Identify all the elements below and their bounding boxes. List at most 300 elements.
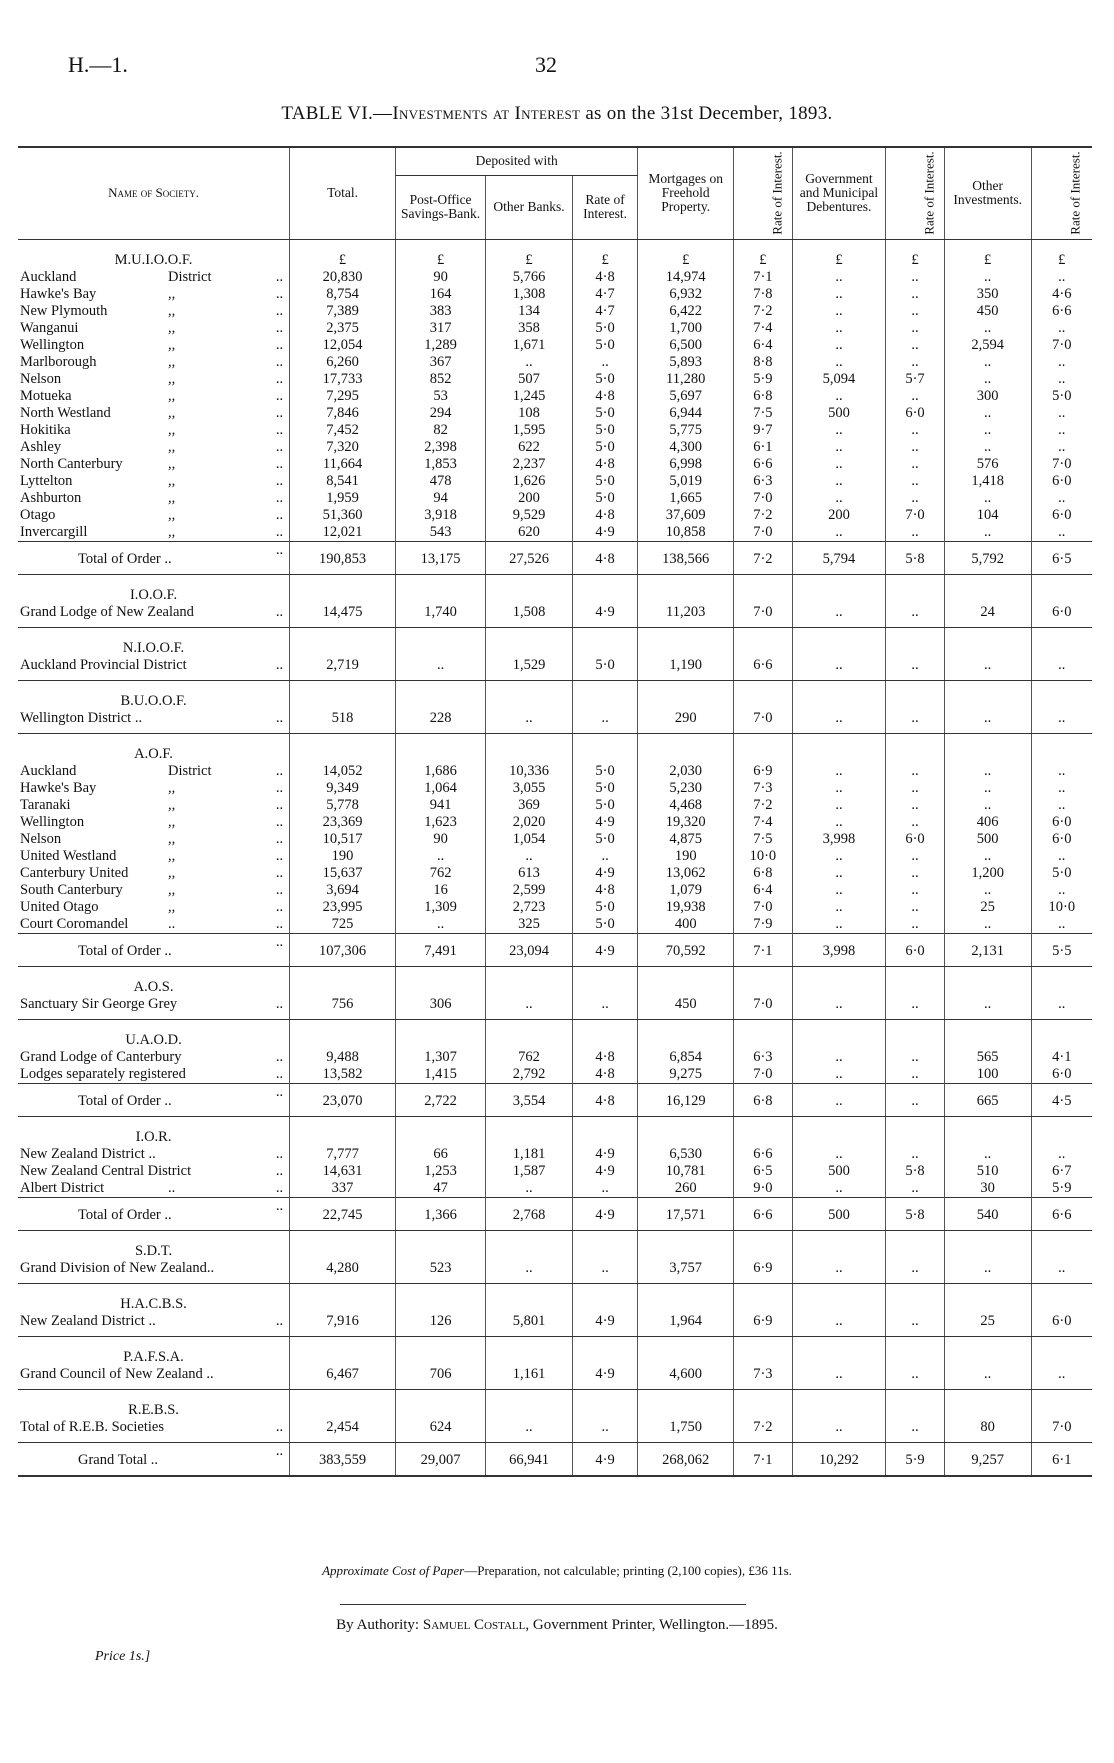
value-cell: 7·0: [734, 490, 793, 507]
value-cell: 5,019: [638, 473, 734, 490]
value-cell: 510: [944, 1163, 1031, 1180]
value-cell: [396, 1389, 486, 1419]
society-name-cell: [18, 657, 290, 681]
value-cell: [1031, 733, 1092, 763]
value-cell: ..: [396, 657, 486, 681]
value-cell: 4·7: [572, 303, 637, 320]
leader-dots: ..: [275, 353, 284, 370]
value-cell: 19,320: [638, 814, 734, 831]
value-cell: 369: [486, 797, 573, 814]
value-cell: 200: [792, 507, 886, 524]
society-name-cell: [18, 733, 290, 763]
value-cell: 7·1: [734, 1442, 793, 1476]
value-cell: 2,594: [944, 337, 1031, 354]
value-cell: [734, 1230, 793, 1260]
value-cell: ..: [1031, 490, 1092, 507]
value-cell: ..: [944, 710, 1031, 734]
value-cell: 4·9: [572, 604, 637, 628]
value-cell: [638, 1336, 734, 1366]
value-cell: 6,260: [290, 354, 396, 371]
value-cell: [944, 627, 1031, 657]
district-label: District: [168, 762, 212, 779]
society-name-cell: [18, 1313, 290, 1337]
value-cell: 7,389: [290, 303, 396, 320]
value-cell: 70,592: [638, 933, 734, 966]
value-cell: ..: [1031, 320, 1092, 337]
value-cell: ..: [396, 916, 486, 934]
value-cell: 6·0: [1031, 814, 1092, 831]
value-cell: [734, 1116, 793, 1146]
value-cell: ..: [886, 1146, 945, 1163]
leader-dots: ..: [275, 1083, 284, 1100]
society-name-cell: [18, 933, 290, 966]
society-header-row: [18, 733, 1092, 763]
society-name-cell: [18, 1163, 290, 1180]
value-cell: 7,916: [290, 1313, 396, 1337]
society-name: Total of Order ..: [78, 942, 172, 959]
society-name: New Zealand Central District: [20, 1162, 192, 1179]
value-cell: 7·9: [734, 916, 793, 934]
table-row: [18, 882, 1092, 899]
society-name-cell: [18, 524, 290, 542]
value-cell: ..: [1031, 996, 1092, 1020]
value-cell: [396, 966, 486, 996]
header-post-office: Post-Office Savings-Bank.: [396, 175, 486, 239]
district-label: ,,: [168, 336, 176, 353]
society-name-cell: [18, 1283, 290, 1313]
value-cell: ..: [792, 780, 886, 797]
society-name: Marlborough: [20, 353, 97, 370]
value-cell: 23,094: [486, 933, 573, 966]
table-row: [18, 814, 1092, 831]
value-cell: [1031, 627, 1092, 657]
value-cell: 10,517: [290, 831, 396, 848]
society-name-cell: [18, 371, 290, 388]
value-cell: 4,875: [638, 831, 734, 848]
value-cell: 6·0: [1031, 831, 1092, 848]
value-cell: 6·0: [1031, 1313, 1092, 1337]
value-cell: 25: [944, 899, 1031, 916]
society-name: P.A.F.S.A.: [123, 1348, 184, 1365]
value-cell: 11,280: [638, 371, 734, 388]
value-cell: 7·2: [734, 1419, 793, 1443]
society-name-cell: [18, 1260, 290, 1284]
value-cell: 290: [638, 710, 734, 734]
value-cell: 1,626: [486, 473, 573, 490]
value-cell: £: [396, 239, 486, 269]
value-cell: 5,792: [944, 541, 1031, 574]
value-cell: ..: [886, 780, 945, 797]
value-cell: 9,488: [290, 1049, 396, 1066]
value-cell: 4·9: [572, 1313, 637, 1337]
value-cell: 260: [638, 1180, 734, 1198]
society-name-cell: [18, 1049, 290, 1066]
society-name: Hawke's Bay: [20, 779, 97, 796]
value-cell: [486, 966, 573, 996]
society-name-cell: [18, 303, 290, 320]
value-cell: 1,366: [396, 1197, 486, 1230]
authority-prefix: By Authority:: [336, 1617, 423, 1633]
value-cell: 2,454: [290, 1419, 396, 1443]
value-cell: 7·0: [734, 524, 793, 542]
value-cell: 7·5: [734, 831, 793, 848]
value-cell: 6,854: [638, 1049, 734, 1066]
society-name-cell: [18, 710, 290, 734]
value-cell: ..: [886, 354, 945, 371]
value-cell: [1031, 1230, 1092, 1260]
value-cell: ..: [886, 1260, 945, 1284]
society-name-cell: [18, 916, 290, 934]
value-cell: [734, 733, 793, 763]
value-cell: ..: [944, 405, 1031, 422]
order-total-row: [18, 933, 1092, 966]
value-cell: ..: [1031, 1146, 1092, 1163]
table-row: [18, 657, 1092, 681]
value-cell: [944, 574, 1031, 604]
society-name: Grand Division of New Zealand..: [20, 1259, 215, 1276]
value-cell: 294: [396, 405, 486, 422]
society-name: M.U.I.O.O.F.: [114, 251, 193, 268]
value-cell: ..: [944, 354, 1031, 371]
value-cell: 500: [944, 831, 1031, 848]
value-cell: 7,295: [290, 388, 396, 405]
value-cell: 2,375: [290, 320, 396, 337]
value-cell: 30: [944, 1180, 1031, 1198]
header-mortgages: Mortgages on Freehold Property.: [638, 147, 734, 239]
value-cell: [486, 1230, 573, 1260]
document-reference: H.—1.: [68, 52, 128, 77]
value-cell: 1,508: [486, 604, 573, 628]
value-cell: ..: [944, 371, 1031, 388]
value-cell: ..: [486, 710, 573, 734]
society-name: N.I.O.O.F.: [122, 639, 185, 656]
leader-dots: ..: [275, 1065, 284, 1082]
value-cell: [290, 1116, 396, 1146]
value-cell: 11,203: [638, 604, 734, 628]
value-cell: [886, 680, 945, 710]
value-cell: 622: [486, 439, 573, 456]
value-cell: [290, 966, 396, 996]
value-cell: 2,722: [396, 1083, 486, 1116]
value-cell: 6,932: [638, 286, 734, 303]
table-row: [18, 456, 1092, 473]
value-cell: 4·5: [1031, 1083, 1092, 1116]
value-cell: ..: [572, 1180, 637, 1198]
value-cell: ..: [886, 456, 945, 473]
society-name: U.A.O.D.: [125, 1031, 182, 1048]
value-cell: 200: [486, 490, 573, 507]
value-cell: [638, 1389, 734, 1419]
value-cell: ..: [886, 1049, 945, 1066]
value-cell: 6·6: [1031, 303, 1092, 320]
value-cell: 3,918: [396, 507, 486, 524]
value-cell: 23,369: [290, 814, 396, 831]
table-row: [18, 371, 1092, 388]
society-name-cell: [18, 1019, 290, 1049]
value-cell: £: [290, 239, 396, 269]
value-cell: 450: [944, 303, 1031, 320]
value-cell: 4·8: [572, 882, 637, 899]
value-cell: 23,070: [290, 1083, 396, 1116]
value-cell: ..: [1031, 405, 1092, 422]
value-cell: [886, 966, 945, 996]
value-cell: 7·0: [734, 899, 793, 916]
value-cell: 4·8: [572, 388, 637, 405]
value-cell: 6,944: [638, 405, 734, 422]
value-cell: [792, 1230, 886, 1260]
value-cell: 5·8: [886, 541, 945, 574]
value-cell: ..: [886, 797, 945, 814]
value-cell: 29,007: [396, 1442, 486, 1476]
value-cell: 5·0: [572, 916, 637, 934]
society-name-cell: [18, 337, 290, 354]
value-cell: 1,253: [396, 1163, 486, 1180]
leader-dots: ..: [275, 285, 284, 302]
value-cell: 4·8: [572, 507, 637, 524]
society-name-cell: [18, 473, 290, 490]
value-cell: 6·0: [886, 405, 945, 422]
value-cell: ..: [944, 780, 1031, 797]
value-cell: 6·7: [1031, 1163, 1092, 1180]
value-cell: [486, 574, 573, 604]
value-cell: [638, 574, 734, 604]
value-cell: 3,554: [486, 1083, 573, 1116]
value-cell: 1,307: [396, 1049, 486, 1066]
value-cell: 6·4: [734, 337, 793, 354]
page-number: 32: [535, 52, 557, 77]
society-name-cell: [18, 239, 290, 269]
society-name: Hawke's Bay: [20, 285, 97, 302]
value-cell: [572, 627, 637, 657]
title-suffix: as on the 31st December, 1893.: [580, 103, 833, 124]
value-cell: [734, 680, 793, 710]
value-cell: [572, 1389, 637, 1419]
value-cell: ..: [1031, 269, 1092, 286]
value-cell: ..: [486, 1260, 573, 1284]
value-cell: 300: [944, 388, 1031, 405]
value-cell: [638, 1116, 734, 1146]
value-cell: [572, 1116, 637, 1146]
value-cell: 2,719: [290, 657, 396, 681]
value-cell: 7·0: [1031, 1419, 1092, 1443]
society-name: Wellington: [20, 813, 85, 830]
value-cell: [792, 733, 886, 763]
value-cell: 7·0: [734, 996, 793, 1020]
value-cell: [886, 1019, 945, 1049]
society-name: Total of Order ..: [78, 1206, 172, 1223]
society-name: Ashley: [20, 438, 62, 455]
value-cell: ..: [792, 473, 886, 490]
society-name: Total of R.E.B. Societies: [20, 1418, 164, 1435]
value-cell: 7·1: [734, 933, 793, 966]
society-name-cell: [18, 882, 290, 899]
society-name-cell: [18, 627, 290, 657]
value-cell: 4,468: [638, 797, 734, 814]
value-cell: 6·8: [734, 388, 793, 405]
value-cell: [792, 680, 886, 710]
value-cell: ..: [1031, 797, 1092, 814]
value-cell: [886, 574, 945, 604]
value-cell: ..: [792, 710, 886, 734]
district-label: ,,: [168, 472, 176, 489]
value-cell: ..: [944, 848, 1031, 865]
society-name: R.E.B.S.: [128, 1401, 179, 1418]
value-cell: ..: [1031, 763, 1092, 780]
value-cell: 14,475: [290, 604, 396, 628]
society-name-cell: [18, 541, 290, 574]
society-name: Hokitika: [20, 421, 71, 438]
value-cell: 5·5: [1031, 933, 1092, 966]
value-cell: £: [572, 239, 637, 269]
value-cell: 5·9: [734, 371, 793, 388]
value-cell: 6,998: [638, 456, 734, 473]
leader-dots: ..: [275, 506, 284, 523]
value-cell: [396, 1336, 486, 1366]
value-cell: 7·5: [734, 405, 793, 422]
table-row: [18, 1180, 1092, 1198]
district-label: ,,: [168, 898, 176, 915]
value-cell: ..: [792, 797, 886, 814]
value-cell: ..: [886, 1083, 945, 1116]
value-cell: 24: [944, 604, 1031, 628]
value-cell: [734, 966, 793, 996]
district-label: ,,: [168, 370, 176, 387]
value-cell: 9·7: [734, 422, 793, 439]
table-row: [18, 1146, 1092, 1163]
society-header-row: [18, 966, 1092, 996]
value-cell: ..: [886, 763, 945, 780]
value-cell: ..: [1031, 916, 1092, 934]
leader-dots: ..: [275, 709, 284, 726]
value-cell: 7·4: [734, 814, 793, 831]
society-name-cell: [18, 490, 290, 507]
society-name: Grand Lodge of Canterbury: [20, 1048, 182, 1065]
value-cell: ..: [792, 422, 886, 439]
society-name-cell: [18, 1146, 290, 1163]
society-name-cell: [18, 966, 290, 996]
value-cell: 138,566: [638, 541, 734, 574]
leader-dots: ..: [275, 1312, 284, 1329]
value-cell: 6,422: [638, 303, 734, 320]
society-name: A.O.S.: [133, 978, 174, 995]
value-cell: [396, 733, 486, 763]
value-cell: [944, 1336, 1031, 1366]
header-deposited-with: Deposited with: [396, 147, 638, 175]
value-cell: ..: [886, 320, 945, 337]
value-cell: [1031, 1336, 1092, 1366]
value-cell: 8,541: [290, 473, 396, 490]
value-cell: ..: [792, 996, 886, 1020]
society-name-cell: [18, 865, 290, 882]
value-cell: [886, 1283, 945, 1313]
district-label: ,,: [168, 438, 176, 455]
value-cell: 6·0: [1031, 507, 1092, 524]
society-name: Taranaki: [20, 796, 71, 813]
value-cell: ..: [792, 337, 886, 354]
value-cell: [792, 1283, 886, 1313]
leader-dots: ..: [275, 796, 284, 813]
society-name: South Canterbury: [20, 881, 123, 898]
value-cell: 7·2: [734, 797, 793, 814]
leader-dots: ..: [275, 319, 284, 336]
value-cell: 2,398: [396, 439, 486, 456]
value-cell: [792, 627, 886, 657]
value-cell: ..: [886, 1066, 945, 1084]
value-cell: [886, 627, 945, 657]
society-name: Albert District: [20, 1179, 105, 1196]
society-name-cell: [18, 1083, 290, 1116]
leader-dots: ..: [275, 523, 284, 540]
value-cell: ..: [1031, 710, 1092, 734]
value-cell: ..: [886, 473, 945, 490]
district-label: ..: [168, 915, 176, 932]
value-cell: 1,054: [486, 831, 573, 848]
leader-dots: ..: [275, 995, 284, 1012]
district-label: ,,: [168, 285, 176, 302]
leader-dots: ..: [275, 404, 284, 421]
value-cell: 7·0: [734, 710, 793, 734]
value-cell: ..: [944, 1146, 1031, 1163]
value-cell: 5,766: [486, 269, 573, 286]
value-cell: 3,998: [792, 831, 886, 848]
district-label: District: [168, 268, 212, 285]
table-row: [18, 797, 1092, 814]
value-cell: ..: [886, 1313, 945, 1337]
value-cell: 1,418: [944, 473, 1031, 490]
value-cell: ..: [886, 388, 945, 405]
leader-dots: ..: [275, 603, 284, 620]
society-name-cell: [18, 1442, 290, 1476]
value-cell: ..: [886, 1180, 945, 1198]
value-cell: 565: [944, 1049, 1031, 1066]
value-cell: 7·8: [734, 286, 793, 303]
district-label: ,,: [168, 455, 176, 472]
value-cell: ..: [1031, 354, 1092, 371]
value-cell: 4·8: [572, 269, 637, 286]
leader-dots: ..: [275, 762, 284, 779]
leader-dots: ..: [275, 881, 284, 898]
value-cell: 852: [396, 371, 486, 388]
society-name: Otago: [20, 506, 56, 523]
society-name: New Zealand District ..: [20, 1312, 156, 1329]
value-cell: 1,750: [638, 1419, 734, 1443]
district-label: ,,: [168, 387, 176, 404]
society-name: Lodges separately registered: [20, 1065, 186, 1082]
value-cell: ..: [886, 710, 945, 734]
value-cell: ..: [886, 1366, 945, 1390]
table-row: [18, 286, 1092, 303]
value-cell: ..: [792, 286, 886, 303]
value-cell: ..: [944, 996, 1031, 1020]
value-cell: 325: [486, 916, 573, 934]
value-cell: 1,289: [396, 337, 486, 354]
value-cell: ..: [886, 848, 945, 865]
value-cell: [886, 1116, 945, 1146]
leader-dots: ..: [275, 489, 284, 506]
value-cell: ..: [886, 865, 945, 882]
leader-dots: ..: [275, 915, 284, 932]
value-cell: 1,529: [486, 657, 573, 681]
society-name: Sanctuary Sir George Grey: [20, 995, 178, 1012]
society-name-cell: [18, 354, 290, 371]
value-cell: [944, 1116, 1031, 1146]
value-cell: ..: [792, 354, 886, 371]
value-cell: 1,671: [486, 337, 573, 354]
value-cell: ..: [792, 899, 886, 916]
society-header-row: [18, 1019, 1092, 1049]
value-cell: 16,129: [638, 1083, 734, 1116]
society-name-cell: [18, 1197, 290, 1230]
